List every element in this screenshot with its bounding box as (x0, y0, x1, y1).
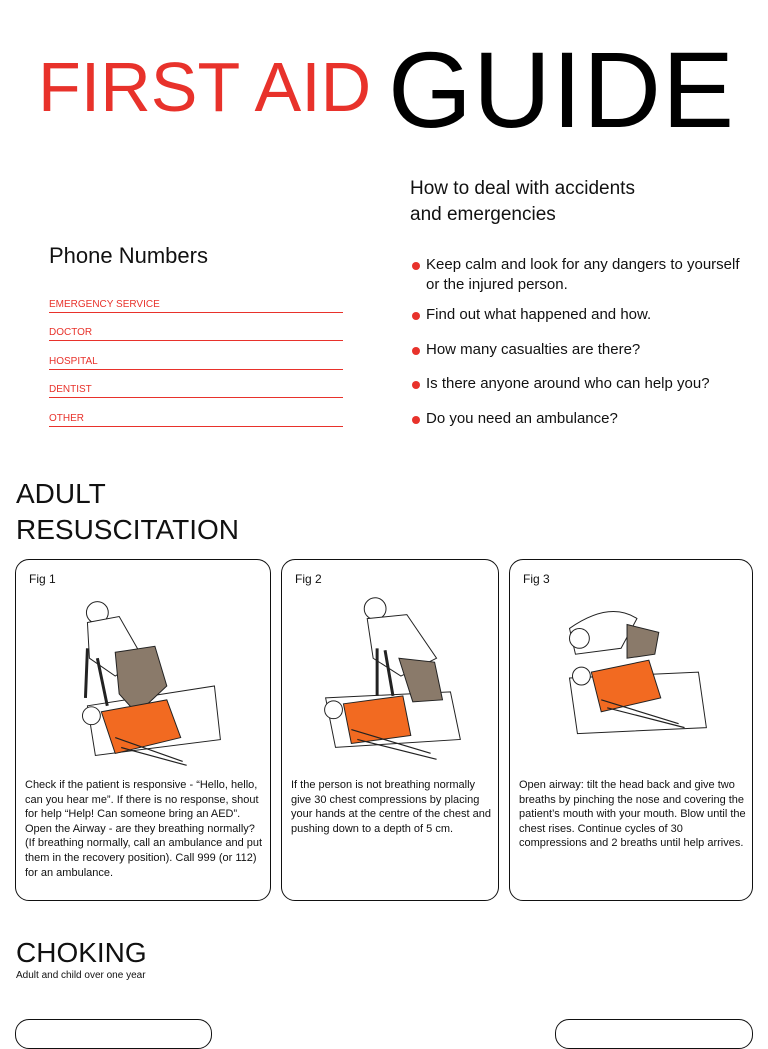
subtitle-line-1: How to deal with accidents (410, 178, 635, 199)
red-dot-icon (412, 416, 420, 424)
phone-row-emergency (49, 284, 343, 313)
bullet-item (410, 305, 755, 325)
bullet-item (410, 409, 755, 429)
fig-1-card (15, 559, 271, 901)
fig-3-card (509, 559, 753, 901)
chest-compressions-illustration (282, 588, 498, 778)
bullet-item (410, 374, 755, 394)
phone-row-hospital (49, 341, 343, 370)
title-guide: GUIDE (388, 29, 736, 150)
phone-label: DOCTOR (49, 327, 93, 339)
bullet-item (410, 340, 755, 360)
red-dot-icon (412, 381, 420, 389)
phone-label: HOSPITAL (49, 355, 98, 367)
red-dot-icon (412, 312, 420, 320)
phone-label: EMERGENCY SERVICE (49, 298, 160, 310)
resuscitation-title (16, 476, 239, 548)
bullet-text: Find out what happened and how. (426, 306, 652, 323)
phone-label: OTHER (49, 412, 84, 424)
phone-label: DENTIST (49, 384, 92, 396)
advice-bullets (410, 255, 755, 429)
resuscitation-title-line-2: RESUSCITATION (16, 514, 239, 545)
choking-subtitle: Adult and child over one year (16, 970, 146, 981)
recovery-check-illustration (16, 588, 270, 778)
phone-row-doctor (49, 313, 343, 342)
fig-description: Open airway: tilt the head back and give two breaths by pinching the nose and covering the patient’s mouth with your mouth. Blow until the chest rises. Continue cycles of 30 compressions and 2 breaths until help arrives. (519, 779, 746, 850)
fig-label: Fig 1 (29, 572, 56, 586)
phone-row-other (49, 398, 343, 427)
fig-description: If the person is not breathing normally give 30 chest compressions by placing your hands at the centre of the chest and pushing down to a depth of 5 cm. (291, 779, 491, 835)
fig-label: Fig 2 (295, 572, 322, 586)
phone-row-dentist (49, 370, 343, 399)
title-first-aid: FIRST AID (38, 48, 372, 126)
red-dot-icon (412, 262, 420, 270)
bullet-text: Is there anyone around who can help you? (426, 375, 710, 392)
subtitle (410, 176, 710, 228)
fig-description: Check if the patient is responsive - “Hello, hello, can you hear me”. If there is no response, shout for help “Help! Can someone bring an AED”. Open the Airway - are they breathing normally? (If breathing normally, call an ambulance and put them in the recovery position). Call 999 (or 112) for an ambulance. (25, 779, 263, 879)
red-dot-icon (412, 347, 420, 355)
resuscitation-title-line-1: ADULT (16, 478, 106, 509)
phone-numbers-list (49, 284, 343, 427)
choking-title: CHOKING (16, 937, 147, 968)
rescue-breaths-illustration (510, 588, 752, 778)
fig-2-card (281, 559, 499, 901)
phone-numbers-title: Phone Numbers (49, 243, 208, 268)
fig-label: Fig 3 (523, 572, 550, 586)
subtitle-line-2: and emergencies (410, 204, 556, 225)
bullet-text: Keep calm and look for any dangers to yourself or the injured person. (426, 256, 740, 293)
bullet-text: Do you need an ambulance? (426, 410, 618, 427)
bullet-item (410, 255, 755, 295)
bullet-text: How many casualties are there? (426, 341, 641, 358)
